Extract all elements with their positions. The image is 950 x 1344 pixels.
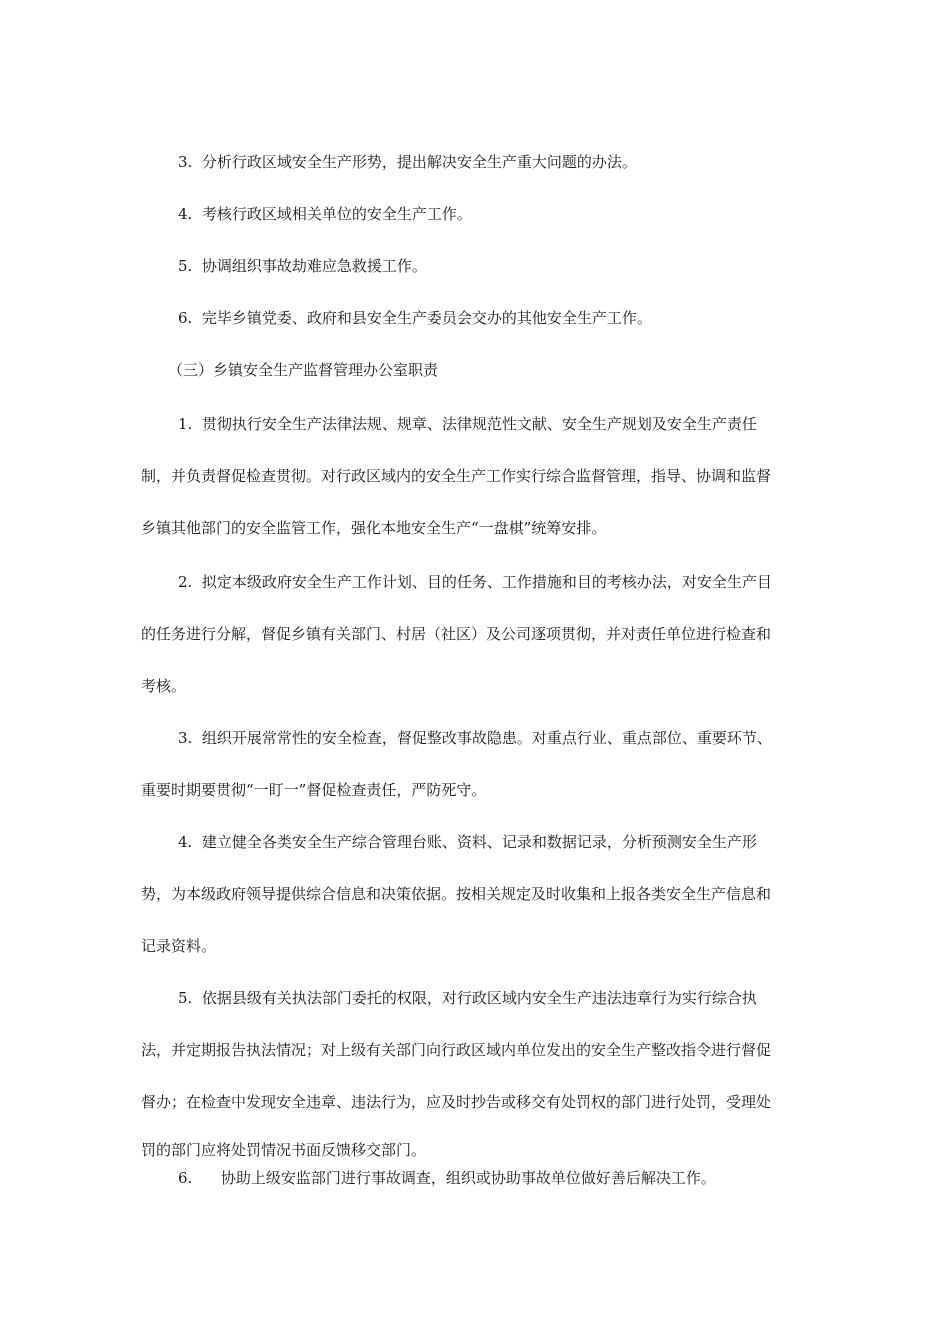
paragraph-line: 乡镇其他部门的安全监管工作，强化本地安全生产“一盘棋”统筹安排。: [141, 519, 607, 537]
paragraph-line: 势，为本级政府领导提供综合信息和决策依据。按相关规定及时收集和上报各类安全生产信息和: [141, 885, 772, 903]
item-number: 6.: [178, 1169, 193, 1187]
paragraph-line: 记录资料。: [141, 937, 217, 955]
paragraph-line: 考核。: [141, 677, 187, 695]
list-number: 4.: [178, 205, 193, 223]
list-number: 6.: [178, 309, 193, 327]
list-item: [178, 256, 427, 276]
paragraph-text: 依据县级有关执法部门委托的权限，对行政区域内安全生产违法违章行为实行综合执: [201, 989, 757, 1007]
paragraph-text: 贯彻执行安全生产法律法规、规章、法律规范性文献、安全生产规划及安全生产责任: [201, 415, 757, 433]
paragraph-line: 的任务进行分解，督促乡镇有关部门、村居（社区）及公司逐项贯彻，并对责任单位进行检查和: [141, 625, 772, 643]
list-item: [178, 308, 652, 328]
paragraph-text: 拟定本级政府安全生产工作计划、目的任务、工作措施和目的考核办法，对安全生产目: [201, 573, 772, 591]
paragraph-text: 协助上级安监部门进行事故调查，组织或协助事故单位做好善后解决工作。: [220, 1169, 716, 1187]
paragraph-line: [178, 988, 757, 1008]
list-text: 协调组织事故劫难应急救援工作。: [201, 257, 427, 275]
paragraph-line: 法，并定期报告执法情况；对上级有关部门向行政区域内单位发出的安全生产整改指令进行督促: [141, 1041, 772, 1059]
paragraph-line: [178, 728, 772, 748]
paragraph-line: 重要时期要贯彻“一盯一”督促检查责任，严防死守。: [141, 781, 487, 799]
item-number: 4.: [178, 833, 193, 851]
list-number: 5.: [178, 257, 193, 275]
paragraph-line: 制，并负责督促检查贯彻。对行政区域内的安全生产工作实行综合监督管理，指导、协调和监督: [141, 467, 772, 485]
list-item: [178, 152, 637, 172]
item-number: 3.: [178, 729, 193, 747]
paragraph-line: [178, 572, 772, 592]
paragraph-line: 督办；在检查中发现安全违章、违法行为，应及时抄告或移交有处罚权的部门进行处罚，受理处: [141, 1093, 772, 1111]
list-text: 分析行政区域安全生产形势，提出解决安全生产重大问题的办法。: [201, 153, 637, 171]
paragraph-line: 罚的部门应将处罚情况书面反馈移交部门。: [141, 1141, 427, 1159]
list-text: 完毕乡镇党委、政府和县安全生产委员会交办的其他安全生产工作。: [201, 309, 652, 327]
section-heading: （三）乡镇安全生产监督管理办公室职责: [168, 361, 439, 379]
paragraph-text: 组织开展常常性的安全检查，督促整改事故隐患。对重点行业、重点部位、重要环节、: [201, 729, 772, 747]
paragraph-text: 建立健全各类安全生产综合管理台账、资料、记录和数据记录，分析预测安全生产形: [201, 833, 757, 851]
item-number: 5.: [178, 989, 193, 1007]
paragraph-line: [178, 1168, 716, 1188]
list-item: [178, 204, 472, 224]
list-number: 3.: [178, 153, 193, 171]
item-number: 1.: [178, 415, 193, 433]
item-number: 2.: [178, 573, 193, 591]
paragraph-line: [178, 832, 757, 852]
list-text: 考核行政区域相关单位的安全生产工作。: [201, 205, 472, 223]
paragraph-line: [178, 414, 757, 434]
